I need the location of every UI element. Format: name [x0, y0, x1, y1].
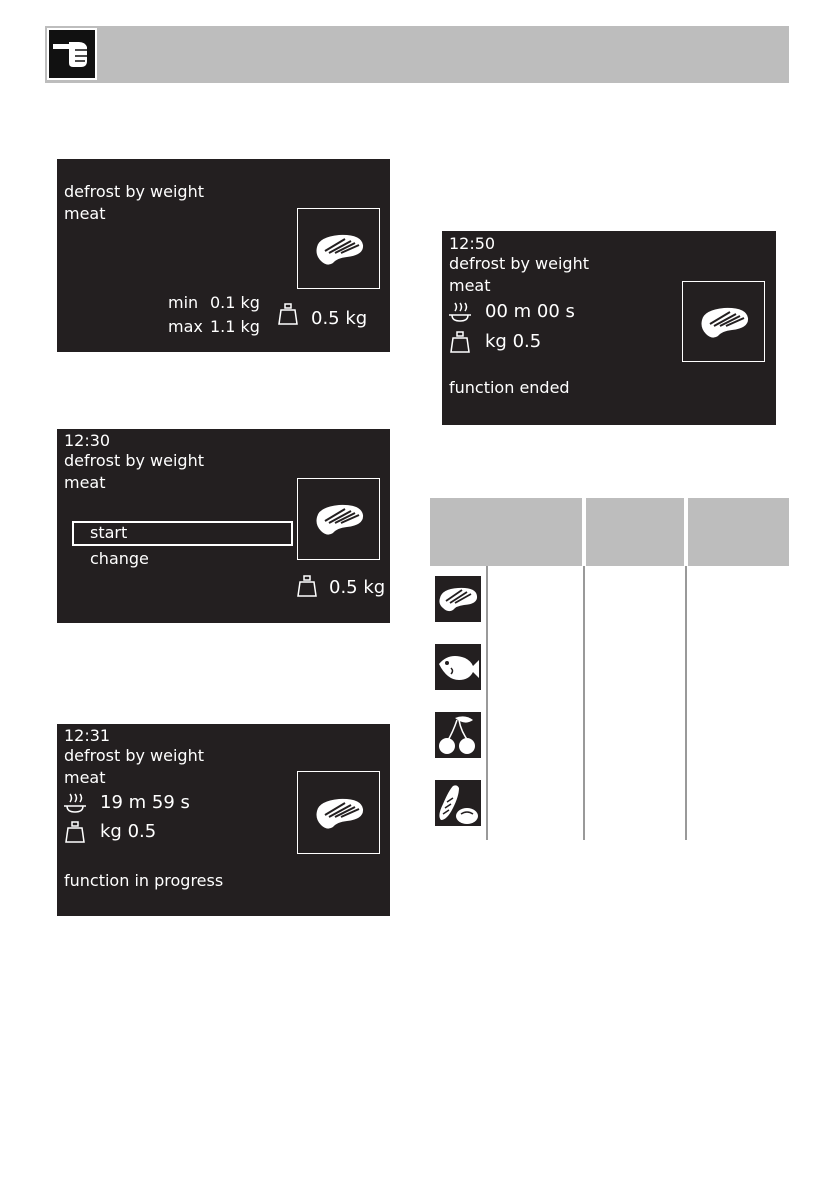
weight-icon [450, 330, 470, 354]
display-screen-weight-select [57, 159, 390, 352]
table-divider [583, 566, 585, 840]
weight-icon [297, 574, 317, 598]
table-divider [685, 566, 687, 840]
table-row [435, 712, 481, 758]
bread-icon [435, 780, 481, 826]
weight-icon [278, 302, 298, 326]
timer-value: 19 m 59 s [100, 792, 190, 813]
program-category: meat [64, 768, 106, 787]
table-header-cell [688, 498, 789, 566]
weight-value: 0.5 kg [311, 308, 368, 329]
meat-frame [297, 478, 380, 560]
meat-icon [313, 503, 365, 535]
status-text: function ended [449, 378, 570, 397]
min-label: min [168, 293, 199, 312]
max-value: 1.1 kg [210, 317, 260, 336]
display-screen-start-menu [57, 429, 390, 623]
defrost-timer-icon [447, 301, 473, 323]
program-title: defrost by weight [64, 182, 204, 201]
timer-value: 00 m 00 s [485, 301, 575, 322]
weight-icon [65, 820, 85, 844]
clock-time: 12:50 [449, 234, 496, 253]
table-divider [486, 566, 488, 840]
table-header-cell [430, 498, 582, 566]
table-row [435, 644, 481, 690]
clock-time: 12:30 [64, 431, 111, 450]
program-category: meat [64, 204, 106, 223]
defrost-timer-icon [62, 792, 88, 814]
menu-item-start[interactable]: start [90, 523, 128, 542]
program-category: meat [64, 473, 106, 492]
max-label: max [168, 317, 203, 336]
pointing-hand-icon [47, 28, 97, 80]
meat-icon [313, 797, 365, 829]
weight-value: kg 0.5 [100, 821, 157, 842]
weight-value: kg 0.5 [485, 331, 542, 352]
display-screen-in-progress [57, 724, 390, 916]
meat-icon [435, 576, 481, 622]
meat-frame [297, 208, 380, 289]
cherry-icon [435, 712, 481, 758]
menu-item-change[interactable]: change [90, 549, 149, 568]
fish-icon [435, 644, 481, 690]
table-row [435, 576, 481, 622]
status-text: function in progress [64, 871, 224, 890]
min-value: 0.1 kg [210, 293, 260, 312]
clock-time: 12:31 [64, 726, 111, 745]
meat-frame [682, 281, 765, 362]
weight-value: 0.5 kg [329, 577, 386, 598]
program-title: defrost by weight [449, 254, 589, 273]
meat-icon [313, 233, 365, 265]
meat-icon [698, 306, 750, 338]
program-title: defrost by weight [64, 451, 204, 470]
table-row [435, 780, 481, 826]
page-header-bar [45, 26, 789, 83]
display-screen-ended [442, 231, 776, 425]
meat-frame [297, 771, 380, 854]
table-header-cell [586, 498, 684, 566]
program-category: meat [449, 276, 491, 295]
program-title: defrost by weight [64, 746, 204, 765]
